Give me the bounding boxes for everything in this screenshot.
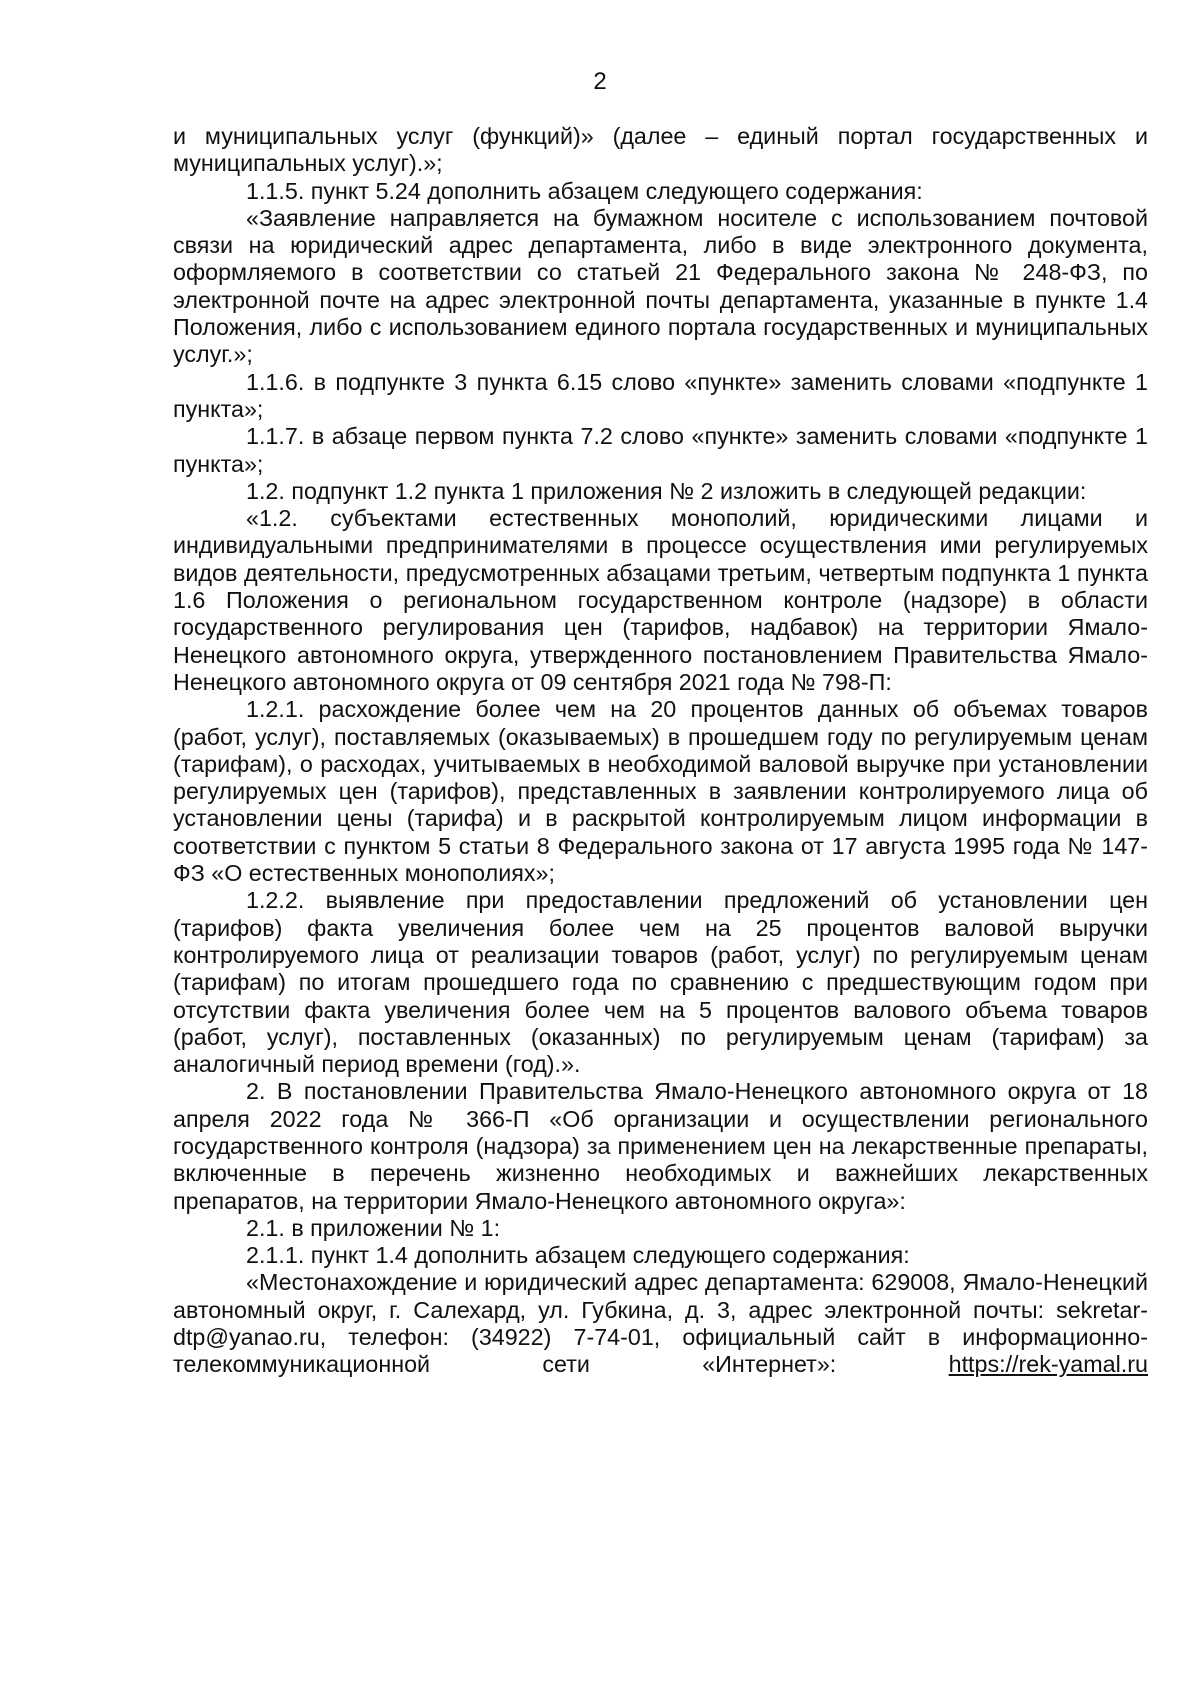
paragraph-1-1-5: 1.1.5. пункт 5.24 дополнить абзацем следующего содержания:: [246, 177, 923, 204]
paragraph-2-1-1: 2.1.1. пункт 1.4 дополнить абзацем следующего содержания:: [246, 1242, 910, 1269]
official-site-link[interactable]: https://rek-yamal.ru: [948, 1351, 1148, 1378]
paragraph-2-1: 2.1. в приложении № 1:: [246, 1214, 501, 1241]
paragraph-1-2: 1.2. подпункт 1.2 пункта 1 приложения № 2 изложить в следующей редакции:: [246, 477, 1087, 504]
paragraph-address-quote: [173, 1269, 1148, 1378]
paragraph-1-2-2: 1.2.2. выявление при предоставлении предложений об установлении цен (тарифов) факта увеличения более чем на 25 процентов валовой выручки контролируемого лица от реализации товаров (работ, услуг) по регулируемым ценам (тарифам) по итогам прошедшего года по сравнению с предшествующим годом при отсутствии факта увеличения более чем на 5 процентов валового объема товаров (работ, услуг), поставленных (оказанных) по регулируемым ценам (тарифам) за аналогичный период времени (год).».: [173, 887, 1148, 1078]
address-text: «Местонахождение и юридический адрес департамента: 629008, Ямало-Ненецкий автономный округ, г. Салехард, ул. Губкина, д. 3, адрес электронной почты: sekretar-dtp@yanao.ru, телефон: (34922) 7-74-01, официальный сайт в информационно-телекоммуникационной сети «Интернет»:: [173, 1269, 1148, 1378]
document-body: [173, 123, 1148, 1379]
paragraph-1-2-quote: «1.2. субъектами естественных монополий, юридическими лицами и индивидуальными предпринимателями в процессе осуществления ими регулируемых видов деятельности, предусмотренных абзацами третьим, четвертым подпункта 1 пункта 1.6 Положения о региональном государственном контроле (надзоре) в области государственного регулирования цен (тарифов, надбавок) на территории Ямало-Ненецкого автономного округа, утвержденного постановлением Правительства Ямало-Ненецкого автономного округа от 09 сентября 2021 года № 798-П:: [173, 505, 1148, 695]
paragraph-1-1-6: 1.1.6. в подпункте 3 пункта 6.15 слово «пункте» заменить словами «подпункте 1 пункта»;: [173, 368, 1148, 422]
paragraph-2: 2. В постановлении Правительства Ямало-Ненецкого автономного округа от 18 апреля 2022 года № 366-П «Об организации и осуществлении регионального государственного контроля (надзора) за применением цен на лекарственные препараты, включенные в перечень жизненно необходимых и важнейших лекарственных препаратов, на территории Ямало-Ненецкого автономного округа»:: [173, 1078, 1148, 1214]
page-number: 2: [593, 68, 607, 95]
paragraph-continuation: и муниципальных услуг (функций)» (далее – единый портал государственных и муниципальных услуг).»;: [173, 123, 1148, 177]
paragraph-application-quote: «Заявление направляется на бумажном носителе с использованием почтовой связи на юридический адрес департамента, либо в виде электронного документа, оформляемого в соответствии со статьей 21 Федерального закона № 248-ФЗ, по электронной почте на адрес электронной почты департамента, указанные в пункте 1.4 Положения, либо с использованием единого портала государственных и муниципальных услуг.»;: [173, 204, 1148, 368]
paragraph-1-1-7: 1.1.7. в абзаце первом пункта 7.2 слово «пункте» заменить словами «подпункте 1 пункта»;: [173, 423, 1148, 477]
paragraph-1-2-1: 1.2.1. расхождение более чем на 20 процентов данных об объемах товаров (работ, услуг), поставляемых (оказываемых) в прошедшем году по регулируемым ценам (тарифам), о расходах, учитываемых в необходимой валовой выручке при установлении регулируемых цен (тарифов), представленных в заявлении контролируемого лица об установлении цены (тарифа) и в раскрытой контролируемым лицом информации в соответствии с пунктом 5 статьи 8 Федерального закона от 17 августа 1995 года № 147-ФЗ «О естественных монополиях»;: [173, 696, 1148, 887]
